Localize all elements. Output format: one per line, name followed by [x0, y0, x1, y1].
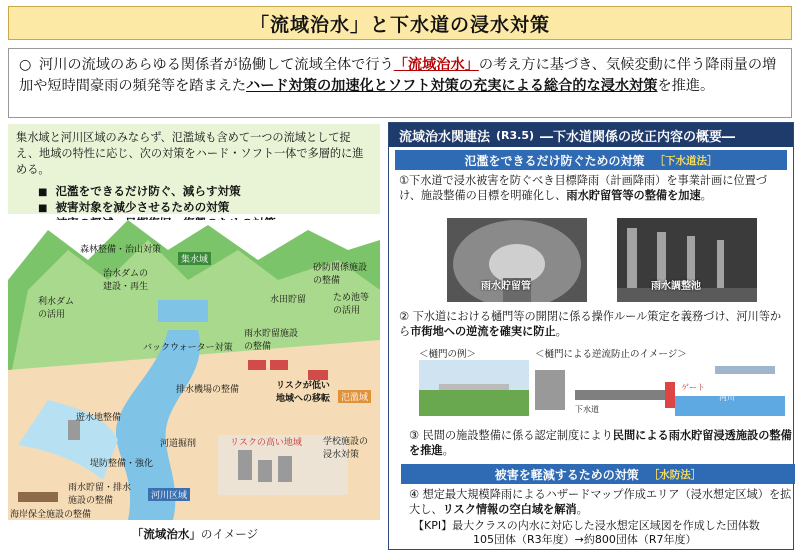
measure-1-end: 。 — [700, 189, 712, 202]
backflow-diagram — [535, 360, 785, 416]
section-prevent-tag: ［下水道法］ — [654, 154, 718, 167]
map-caption — [0, 526, 390, 542]
law-subtitle: ―下水道関係の改正内容の概要― — [540, 129, 736, 145]
law-panel — [388, 122, 794, 550]
sluice-photo — [419, 360, 529, 416]
caption-suffix: のイメージ — [200, 527, 259, 541]
law-title: 流域治水関連法 — [399, 129, 491, 145]
kpi-box — [413, 519, 760, 547]
section-mitigate-title: 被害を軽減するための対策 — [494, 467, 639, 482]
policy-description: 集水域と河川区域のみならず、氾濫域も含めて一つの流域として捉え、地域の特性に応じ、次の対策をハード・ソフト一体で多層的に進める。 — [16, 131, 364, 176]
intro-text-3: を推進。 — [657, 78, 715, 94]
measure-3-bold: 民間による雨水貯留浸透施設の整備を推進 — [409, 429, 792, 457]
sluice-example-label: ＜樋門の例＞ — [419, 349, 477, 360]
measure-4-end: 。 — [576, 503, 588, 516]
section-mitigate-tag: ［水防法］ — [648, 468, 702, 481]
measure-3-text: ③ 民間の施設整備に係る認定制度により — [409, 429, 613, 442]
measure-item-3 — [409, 428, 799, 458]
map-label-drainage: 排水機場の整備 — [176, 385, 240, 395]
map-label-rain-storage: 雨水貯留施設 の整備 — [244, 329, 299, 352]
section-mitigate-header — [401, 464, 795, 484]
map-label-retention: 遊水地整備 — [76, 413, 122, 423]
map-label-levee: 堤防整備・強化 — [90, 459, 154, 469]
storage-pipe-label: 雨水貯留管 — [481, 281, 531, 292]
measure-1-text: ①下水道で浸水被害を防ぐべき目標降雨（計画降雨）を事業計画に位置づけ、施設整備の目標を明確化し、 — [399, 174, 768, 202]
measure-4-bold: リスク情報の空白域を解消 — [442, 503, 577, 516]
measure-3-end: 。 — [442, 444, 454, 457]
map-label-water-dam: 利水ダム の活用 — [38, 297, 75, 320]
map-label-flood-area: 氾濫域 — [338, 390, 371, 403]
map-label-catchment: 集水域 — [178, 252, 211, 265]
measure-1-bold: 雨水貯留管等の整備を加速 — [566, 189, 701, 202]
measure-2-text: ② 下水道における樋門等の開閉に係る操作ルール策定を義務づけ、河川等から — [399, 310, 782, 338]
policy-item: ■ 氾濫をできるだけ防ぐ、減らす対策 — [38, 184, 372, 200]
page-title: 「流域治水」と下水道の浸水対策 — [8, 6, 792, 40]
policy-summary-box — [8, 124, 380, 214]
sluice-image-label: ＜樋門による逆流防止のイメージ＞ — [535, 349, 687, 360]
caption-term: 「流域治水」 — [131, 527, 201, 541]
diagram-gate-label: ゲート — [681, 383, 705, 392]
intro-bullet: ○ — [19, 57, 32, 73]
policy-item: ■ 被害対象を減少させるための対策 — [38, 200, 372, 216]
measure-item-4 — [409, 487, 799, 517]
map-label-school: 学校施設の 浸水対策 — [323, 437, 369, 460]
diagram-sewer-label: 下水道 — [575, 405, 599, 414]
law-date: (R3.5) — [496, 128, 535, 142]
kpi-line-2: 105団体（R3年度）→約800団体（R7年度） — [473, 533, 697, 546]
measure-4-text: ④ 想定最大規模降雨によるハザードマップ作成エリア（浸水想定区域）を拡大し、 — [409, 488, 792, 516]
measure-2-bold: 市街地への逆流を確実に防止 — [410, 325, 556, 338]
map-label-high-risk: リスクの高い地域 — [230, 438, 302, 448]
facility-photos — [447, 218, 763, 302]
intro-highlight-2: ハード対策の加速化とソフト対策の充実による総合的な浸水対策 — [246, 78, 658, 94]
map-label-low-risk: リスクが低い 地域への移転 — [276, 381, 331, 404]
regulating-pond-photo — [617, 218, 757, 302]
map-label-rain-storage-2: 雨水貯留・排水 施設の整備 — [68, 483, 132, 506]
kpi-line-1: 【KPI】最大クラスの内水に対応した浸水想定区域図を作成した団体数 — [413, 519, 760, 532]
measure-item-2 — [399, 309, 783, 339]
measure-2-end: 。 — [555, 325, 567, 338]
map-label-sabo: 砂防関係施設の整備 — [313, 263, 368, 286]
map-label-backwater: バックウォーター対策 — [143, 343, 233, 353]
regulating-pond-label: 雨水調整池 — [651, 281, 701, 292]
measure-item-1 — [399, 173, 783, 203]
map-label-river-area: 河川区域 — [148, 488, 190, 501]
map-label-paddy: 水田貯留 — [270, 295, 307, 305]
intro-box — [8, 48, 792, 118]
storage-pipe-photo — [447, 218, 587, 302]
intro-text-2: の考え方に基づき、気候変動に伴う降雨量の増加や短時間豪雨の頻発等を踏まえた — [19, 57, 777, 94]
sluice-figures — [419, 346, 789, 418]
watershed-illustration — [8, 220, 380, 520]
intro-text-1: 河川の流域のあらゆる関係者が協働して流域全体で行う — [39, 57, 394, 73]
law-panel-header — [389, 123, 793, 147]
map-label-coast: 海岸保全施設の整備 — [10, 510, 92, 520]
section-prevent-header — [395, 150, 787, 170]
diagram-river-label: 河川 — [719, 393, 735, 402]
map-label-forest: 森林整備・治山対策 — [80, 245, 162, 255]
map-label-pond: ため池等 の活用 — [333, 293, 370, 316]
section-prevent-title: 氾濫をできるだけ防ぐための対策 — [464, 153, 645, 168]
map-label-dam: 治水ダムの 建設・再生 — [103, 269, 149, 292]
intro-highlight-1: 「流域治水」 — [393, 57, 479, 73]
map-label-excavation: 河道掘削 — [160, 439, 197, 449]
